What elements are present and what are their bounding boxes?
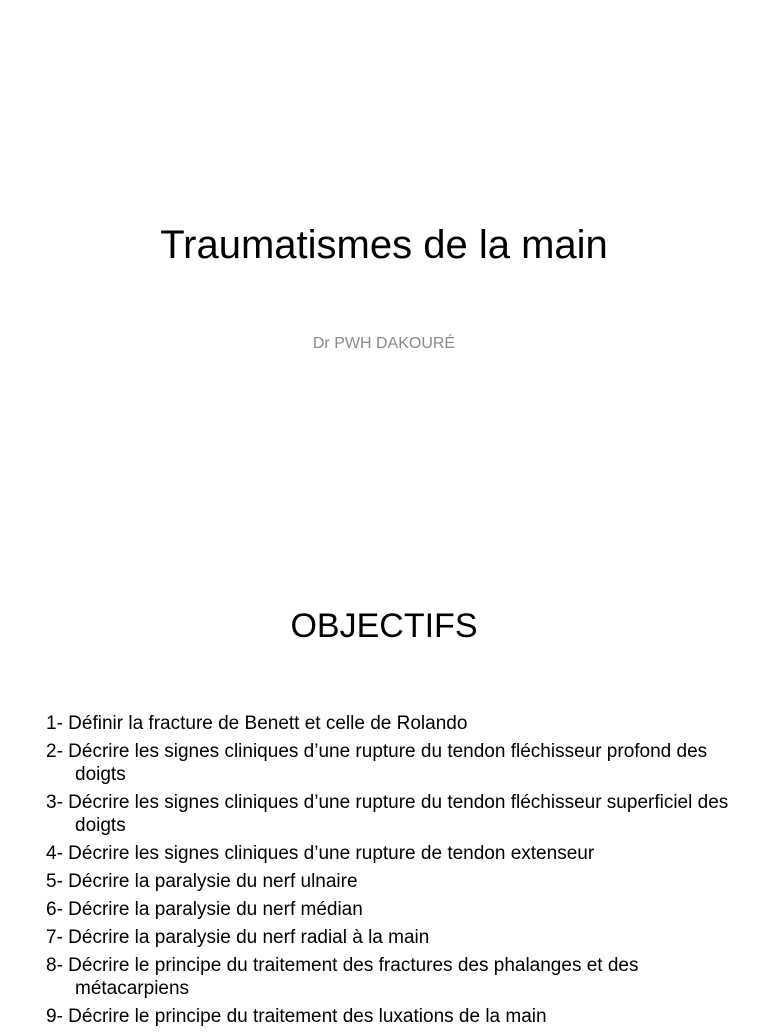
objective-item: 8- Décrire le principe du traitement des fractures des phalanges et des métacarpiens — [46, 955, 639, 999]
objectives-slide — [0, 576, 768, 1027]
objectives-list — [46, 712, 746, 1033]
objective-item: 1- Définir la fracture de Benett et celle de Rolando — [46, 713, 468, 734]
objective-item: 9- Décrire le principe du traitement des luxations de la main — [46, 1006, 547, 1027]
objective-item: 2- Décrire les signes cliniques d’une rupture du tendon fléchisseur profond des doigts — [46, 741, 708, 785]
objective-item: 4- Décrire les signes cliniques d’une rupture de tendon extenseur — [46, 843, 595, 864]
presentation-title: Traumatismes de la main — [160, 223, 608, 267]
objective-item: 5- Décrire la paralysie du nerf ulnaire — [46, 871, 358, 892]
author-name: Dr PWH DAKOURÉ — [312, 335, 456, 352]
objectives-heading: OBJECTIFS — [290, 607, 478, 645]
objective-item: 7- Décrire la paralysie du nerf radial à la main — [46, 927, 430, 948]
objective-item: 6- Décrire la paralysie du nerf médian — [46, 899, 363, 920]
objective-item: 3- Décrire les signes cliniques d’une rupture du tendon fléchisseur superficiel des doigts — [46, 792, 729, 836]
